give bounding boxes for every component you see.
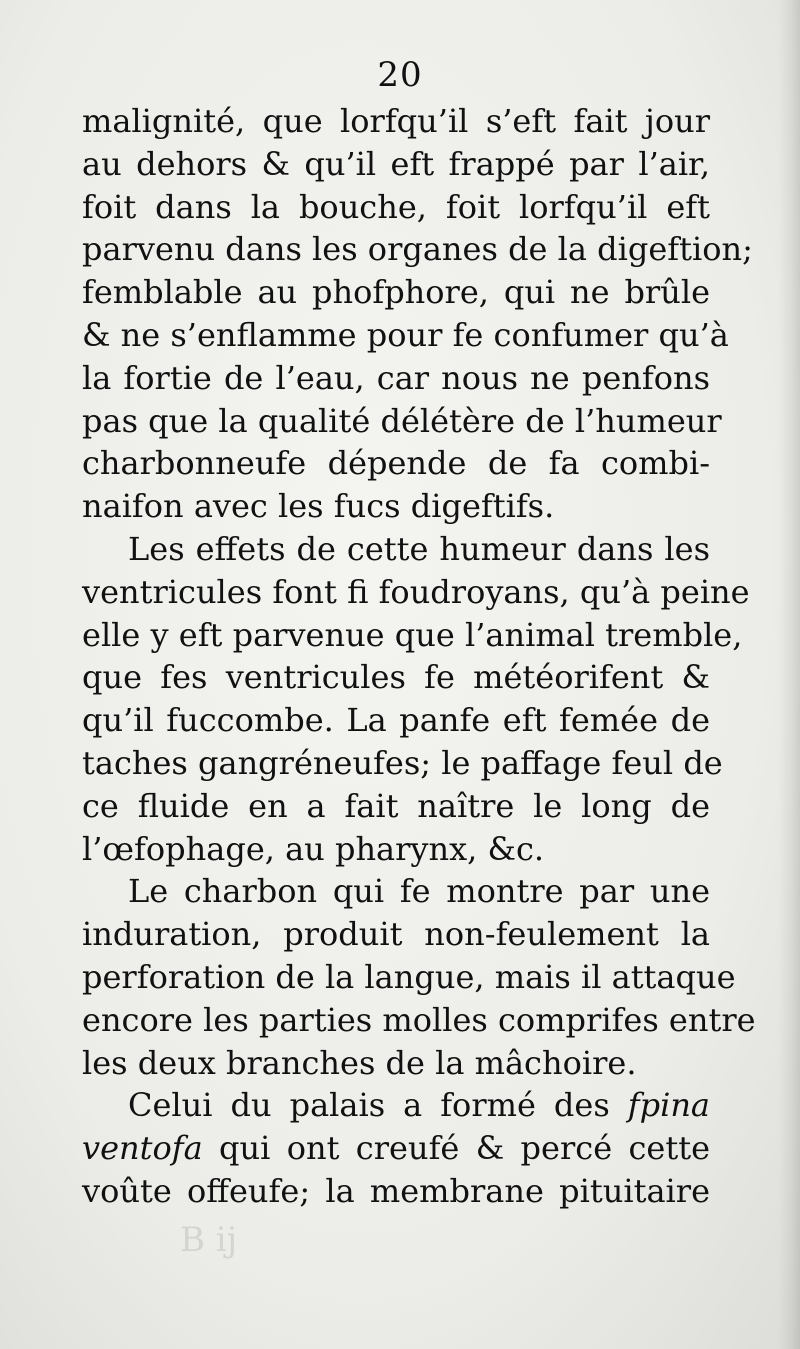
text-line: elle y eft parvenue que l’animal tremble, <box>82 615 743 654</box>
bleed-through-signature: B ij <box>180 1220 238 1260</box>
text-line: les deux branches de la mâchoire. <box>82 1043 637 1082</box>
body-text <box>82 100 756 1213</box>
text-line: perforation de la langue, mais il attaque <box>82 957 736 996</box>
text-line: ventricules font fi foudroyans, qu’à peine <box>82 572 750 611</box>
paragraph-start-line: Les effets de cette humeur dans les <box>128 529 710 568</box>
italic-term: fpina <box>627 1086 710 1125</box>
page-gutter-shadow <box>778 0 800 1349</box>
text-line: parvenu dans les organes de la digeftion; <box>82 230 753 269</box>
text-line: que fes ventricules fe météorifent & <box>82 658 710 697</box>
text-line: naifon avec les fucs digeftifs. <box>82 487 555 526</box>
text-line: & ne s’enflamme pour fe confumer qu’à <box>82 315 729 354</box>
paragraph-start-line: Le charbon qui fe montre par une <box>128 872 710 911</box>
text-line: taches gangréneufes; le paffage feul de <box>82 743 723 782</box>
page-number: 20 <box>377 55 423 95</box>
text-line: ventofa qui ont creufé & percé cette <box>82 1129 710 1168</box>
paragraph-start-line: Celui du palais a formé des fpina <box>128 1086 710 1125</box>
text-line: ce fluide en a fait naître le long de <box>82 786 710 825</box>
text-line: malignité, que lorfqu’il s’eft fait jour <box>82 102 710 140</box>
text-line: charbonneufe dépende de fa combi- <box>82 444 710 483</box>
text-line: induration, produit non-feulement la <box>82 915 710 954</box>
text-line: l’œfophage, au pharynx, &c. <box>82 829 545 868</box>
italic-term: ventofa <box>82 1129 203 1168</box>
text-line: foit dans la bouche, foit lorfqu’il eft <box>82 187 710 226</box>
text-line: au dehors & qu’il eft frappé par l’air, <box>82 144 710 183</box>
text-line: pas que la qualité délétère de l’humeur <box>82 401 722 440</box>
text-line: femblable au phofphore, qui ne brûle <box>82 273 710 312</box>
text-line: voûte offeufe; la membrane pituitaire <box>82 1171 710 1210</box>
text-line: qu’il fuccombe. La panfe eft femée de <box>82 701 710 740</box>
text-line: la fortie de l’eau, car nous ne penfons <box>82 358 710 397</box>
text-line: encore les parties molles comprifes entre <box>82 1000 756 1039</box>
